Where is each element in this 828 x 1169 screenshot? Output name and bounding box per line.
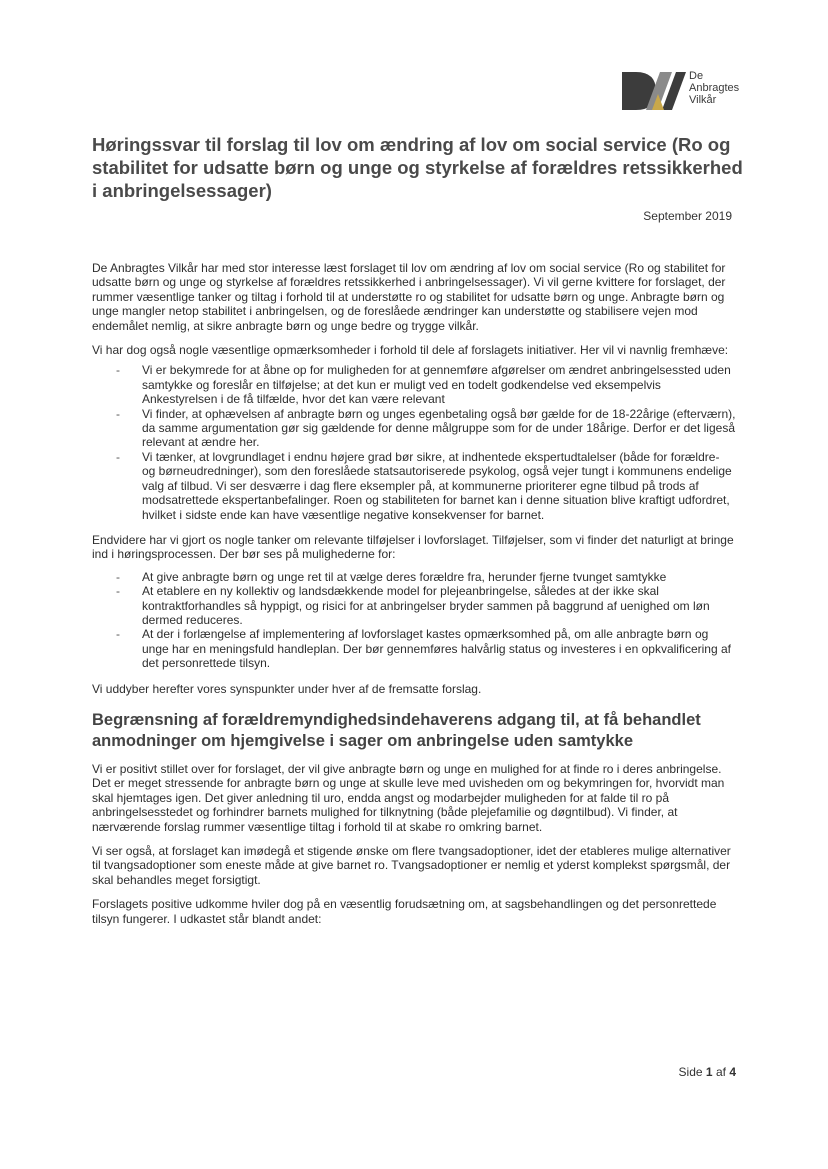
list-item: - At der i forlængelse af implementering af lovforslaget kastes opmærksomhed på, om alle anbragte børn og unge har en meningsfuld handleplan. Der bør gennemføres halvårlig status og investeres i en opkvalificering af det personrettede tilsyn.: [116, 627, 731, 671]
elaboration-paragraph: Vi uddyber herefter vores synspunkter under hver af de fremsatte forslag.: [92, 681, 482, 696]
list-item: - At etablere en ny kollektiv og landsdækkende model for plejeanbringelse, således at der ikke skal kontraktforhandles så hyppigt, og risici for at anbringelser bryder sammen på baggrund af uenighed om løn dermed reduceres.: [116, 584, 710, 627]
logo-line-3: Vilkår: [689, 94, 717, 106]
section-heading: Begrænsning af forældremyndighedsindehaverens adgang til, at få behandlet anmodninger om hjemgivelse i sager om anbringelse uden samtykke: [92, 710, 701, 750]
document-body: [92, 261, 736, 936]
list-item: - Vi tænker, at lovgrundlaget i endnu højere grad bør sikre, at indhentede ekspertudtalelser (både for forældre- og børneudredninger), som den foreslåede statsautoriserede psykolog, også vejer tungt i kommunens endelige valg af tilbud. Vi ser desværre i dag flere eksempler på, at kommunerne prioriterer egne tilbud på trods af modsatrettede ekspertanbefalinger. Roen og stabiliteten for barnet kan i denne situation blive kraftigt udfordret, hvilket i sidste ende kan have væsentlige negative konsekvenser for barnet.: [116, 449, 732, 522]
list-item-text: At der i forlængelse af implementering af lovforslaget kastes opmærksomhed på, om alle anbragte børn og unge har en meningsfuld handleplan. Der bør gennemføres halvårlig status og investeres i en opkvalificering af det personrettede tilsyn.: [142, 627, 731, 671]
page-label: Side: [678, 1065, 703, 1079]
logo-line-1: De: [689, 70, 704, 82]
current-page: 1: [705, 1065, 713, 1079]
logo-line-2: Anbragtes: [689, 82, 740, 94]
additions-intro: Endvidere har vi gjort os nogle tanker om relevante tilføjelser i lovforslaget. Tilføjelser, som vi finder det naturligt at bringe ind i høringsprocessen. Der bør ses på mulighederne for:: [92, 532, 734, 562]
page-number: [640, 1065, 736, 1079]
section-paragraph: Forslagets positive udkomme hviler dog på en væsentlig forudsætning om, at sagsbehandlingen og det personrettede tilsyn fungerer. I udkastet står blandt andet:: [92, 897, 717, 926]
dav-logo-mark-icon: [622, 70, 686, 110]
list-item-text: Vi finder, at ophævelsen af anbragte børn og unges egenbetaling også bør gælde for de 18-22årige (efterværn), da samme argumentation gør sig gældende for denne målgruppe som for de under 18årige. Derfor er det ligeså relevant at ændre her.: [142, 406, 736, 450]
total-pages: 4: [729, 1065, 736, 1079]
list-item-text: Vi er bekymrede for at åbne op for muligheden for at gennemføre afgørelser om ændret anbringelsessted uden samtykke og foreslår en tilføjelse; at det kun er muligt ved en todelt godkendelse ved eksempelvis Ankestyrelsen i de få tilfælde, hvor det kan være relevant: [142, 363, 731, 407]
concerns-intro: Vi har dog også nogle væsentlige opmærksomheder i forhold til dele af forslagets initiativer. Her vil vi navnlig fremhæve:: [92, 343, 729, 358]
document-title: Høringssvar til forslag til lov om ændring af lov om social service (Ro og stabilitet for udsatte børn og unge og styrkelse af forældres retssikkerhed i anbringelsessager): [92, 134, 743, 201]
list-item-text: Vi tænker, at lovgrundlaget i endnu højere grad bør sikre, at indhentede ekspertudtalelser (både for forældre- og børneudredninger), som den foreslåede statsautoriserede psykolog, også vejer tungt i kommunens endelige valg af tilbud. Vi ser desværre i dag flere eksempler på, at kommunerne prioriterer egne tilbud på trods af modsatrettede ekspertanbefalinger. Roen og stabiliteten for barnet kan i denne situation blive kraftigt udfordret, hvilket i sidste ende kan have væsentlige negative konsekvenser for barnet.: [142, 449, 732, 522]
list-item: - Vi er bekymrede for at åbne op for muligheden for at gennemføre afgørelser om ændret anbringelsessted uden samtykke og foreslår en tilføjelse; at det kun er muligt ved en todelt godkendelse ved eksempelvis Ankestyrelsen i de få tilfælde, hvor det kan være relevant: [116, 363, 731, 407]
list-item-text: At etablere en ny kollektiv og landsdækkende model for plejeanbringelse, således at der ikke skal kontraktforhandles så hyppigt, og risici for at anbringelser bryder sammen på baggrund af uenighed om løn dermed reduceres.: [142, 584, 710, 627]
page-of-label: af: [715, 1065, 726, 1079]
list-item: - Vi finder, at ophævelsen af anbragte børn og unges egenbetaling også bør gælde for de 18-22årige (efterværn), da samme argumentation gør sig gældende for denne målgruppe som for de under 18årige. Derfor er det ligeså relevant at ændre her.: [116, 406, 736, 450]
logo-text: [689, 70, 739, 106]
section-paragraph: Vi er positivt stillet over for forslaget, der vil give anbragte børn og unge en mulighed for at finde ro i deres anbringelse. Det er meget stressende for anbragte børn og unge at skulle leve med uvisheden om og bekymringen for, hvorvidt man skal hjemtages igen. Det giver anledning til uro, endda angst og modarbejder muligheden for at falde til ro på anbringelsesstedet og forhindrer barnets mulighed for tilknytning (både plejefamilie og døgntilbud). Vi finder, at nærværende forslag rummer væsentlige tiltag i forhold til at skabe ro omkring barnet.: [92, 761, 725, 834]
concerns-list: [92, 363, 736, 521]
document-date: September 2019: [643, 209, 732, 223]
logo: [622, 70, 762, 112]
list-item-text: At give anbragte børn og unge ret til at vælge deres forældre fra, herunder fjerne tvunget samtykke: [142, 569, 667, 584]
section-paragraph: Vi ser også, at forslaget kan imødegå et stigende ønske om flere tvangsadoptioner, idet der etableres mulige alternativer til tvangsadoptioner som eneste måde at give barnet ro. Tvangsadoptioner er nemlig et yderst komplekst spørgsmål, der skal behandles meget forsigtigt.: [92, 844, 731, 887]
list-item: - At give anbragte børn og unge ret til at vælge deres forældre fra, herunder fjerne tvunget samtykke: [116, 569, 667, 584]
intro-paragraph: De Anbragtes Vilkår har med stor interesse læst forslaget til lov om ændring af lov om social service (Ro og stabilitet for udsatte børn og unge og styrkelse af forældres retssikkerhed i anbringelsessager). Vi vil gerne kvittere for forslaget, der rummer væsentlige tanker og tiltag i forhold til at understøtte ro og stabilitet for udsatte børn og unge. Anbragte børn og unge mangler netop stabilitet i anbringelsen, og de foreslåede ændringer kan understøtte og stabilisere vejen mod endemålet nemlig, at sikre anbragte børn og unge bedre og trygge vilkår.: [92, 261, 726, 333]
additions-list: [92, 570, 736, 671]
